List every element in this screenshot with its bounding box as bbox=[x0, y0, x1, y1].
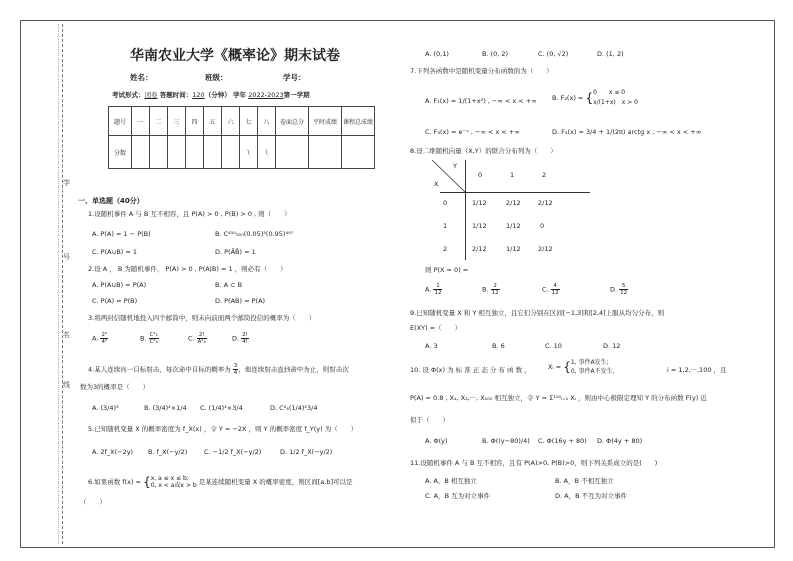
exam-title: 华南农业大学《概率论》期末试卷 bbox=[130, 48, 340, 64]
q6-case2: 0, x < a或x > b bbox=[150, 482, 197, 489]
score-header-cell: 五 bbox=[204, 107, 222, 136]
q5-option-d: D. 1/2 f_X(−y/2) bbox=[280, 448, 333, 456]
q5-option-b: B. f_X(−y/2) bbox=[148, 448, 188, 456]
score-header-cell: 一 bbox=[132, 107, 150, 136]
q11-stem: 11.设随机事件 A 与 B 互不相容，且有 P(A)>0, P(B)>0，则下列关系成立的是( ) bbox=[410, 459, 658, 467]
q3-stem: 3.将两封信随机地投入四个邮筒中，则未向前面两个邮筒投信的概率为（ ） bbox=[88, 314, 316, 322]
q2-stem: 2.设 A ， B 为随机事件， P(A) > 0 , P(A|B) = 1 ，则必有（ ） bbox=[88, 265, 287, 273]
binding-line-dotted bbox=[58, 24, 59, 544]
q10-xi-def: Xᵢ = { 1, 事件A发生; 0, 事件A不发生, bbox=[548, 359, 615, 375]
q8-table-vline bbox=[465, 160, 466, 260]
q8-cell: 1/12 bbox=[472, 222, 487, 230]
q8-x-value: 0 bbox=[443, 199, 448, 207]
q8-stem: 8.设二维随机向量（X,Y）的联合分布列为（ ） bbox=[410, 147, 557, 155]
q2-option-d: D. P(AB) = P(A) bbox=[215, 297, 266, 305]
q5-option-c: C. −1/2 f_X(−y/2) bbox=[204, 448, 262, 456]
score-cell[interactable] bbox=[132, 136, 150, 169]
q6-option-b: B. (0, 2) bbox=[482, 50, 509, 58]
q2-option-c: C. P(A) = P(B) bbox=[92, 297, 138, 305]
q1-stem: 1.设随机事件 A 与 B 互不相容，且 P(A) > 0 , P(B) > 0 , 则（ ） bbox=[88, 210, 291, 218]
q8-cell: 2/12 bbox=[538, 245, 553, 253]
q6-option-a: A. (0,1) bbox=[425, 50, 449, 58]
score-cell[interactable] bbox=[186, 136, 204, 169]
time-label: 答题时间： bbox=[159, 91, 193, 99]
score-header-cell: 二 bbox=[150, 107, 168, 136]
year-label: 学年 bbox=[232, 91, 246, 99]
q11-option-a: A. A，B 相互独立 bbox=[425, 477, 477, 485]
q8-cell: 1/12 bbox=[506, 245, 521, 253]
score-cell[interactable] bbox=[342, 136, 375, 169]
q5-option-a: A. 2f_X(−2y) bbox=[92, 448, 134, 456]
q8-y-value: 0 bbox=[478, 171, 483, 179]
q8-cell: 1/12 bbox=[506, 222, 521, 230]
q4-option-a: A. (3/4)³ bbox=[92, 404, 119, 412]
q7-b-case2: x/(1+x) x > 0 bbox=[593, 99, 638, 106]
q6-option-c: C. (0, √2) bbox=[538, 50, 569, 58]
year-value: 2022-2023 bbox=[248, 91, 284, 99]
q8-cell: 1/12 bbox=[472, 199, 487, 207]
q9-stem: 9.已知随机变量 X 和 Y 相互独立，且它们分别在区间[−1,3]和[2,4]上服从均匀分布，则 bbox=[410, 309, 665, 317]
q10-range: i = 1,2,···,100 ，且 bbox=[667, 366, 727, 374]
score-header-cell: 题号 bbox=[109, 107, 132, 136]
q6-stem-cont: （ ） bbox=[80, 498, 106, 506]
score-cell[interactable] bbox=[150, 136, 168, 169]
q8-x-label: X bbox=[434, 180, 439, 188]
q8-option-a: A. $\frac{1}{12}$ bbox=[425, 283, 442, 296]
q10-case2: 0, 事件A不发生, bbox=[570, 368, 615, 375]
q3-option-a: A. $\frac{\text{2²}}{\text{4²}}$ bbox=[92, 332, 108, 345]
q10-stem-cont: P(A) = 0.8 , X₁, X₂,···, X₁₀₀ 相互独立，令 Y = Σ¹⁰⁰ᵢ₌₁ Xᵢ ，则由中心极限定理知 Y 的分布函数 F(y) 近 bbox=[410, 394, 707, 402]
score-header-cell: 六 bbox=[222, 107, 240, 136]
score-table-header-row bbox=[109, 107, 375, 136]
score-header-cell: 卷面总分 bbox=[276, 107, 309, 136]
score-cell[interactable] bbox=[309, 136, 342, 169]
score-table bbox=[108, 106, 375, 169]
q10-option-b: B. Φ((y−80)/4) bbox=[482, 437, 530, 445]
score-cell-slash: \ bbox=[240, 136, 258, 169]
q9-option-c: C. 10 bbox=[545, 342, 562, 350]
binding-label: 名 bbox=[63, 331, 70, 339]
score-header-cell: 平时成绩 bbox=[309, 107, 342, 136]
q8-option-c: C. $\frac{4}{12}$ bbox=[542, 283, 559, 296]
time-unit: （分钟） bbox=[204, 91, 231, 99]
q8-cell: 2/12 bbox=[472, 245, 487, 253]
score-cell[interactable] bbox=[222, 136, 240, 169]
q6-case1: x, a ≤ x ≤ b; bbox=[150, 475, 189, 482]
q1-option-d: D. P(ĀB̄) = 1 bbox=[215, 248, 256, 256]
q2-option-b: B. A ⊂ B bbox=[215, 281, 243, 289]
score-cell[interactable] bbox=[168, 136, 186, 169]
q7-b-case1: 0 x ≤ 0 bbox=[593, 89, 626, 96]
q7-stem: 7.下列各函数中是随机变量分布函数的为（ ） bbox=[410, 67, 553, 75]
score-table-score-row bbox=[109, 136, 375, 169]
name-label: 姓名： bbox=[130, 73, 153, 82]
q5-stem: 5.已知随机变量 X 的概率密度为 f_X(x) ，令 Y = −2X ，则 Y 的概率密度 f_Y(y) 为（ ） bbox=[88, 425, 358, 433]
q7-option-a: A. F₁(x) = 1/(1+x²) , −∞ < x < +∞ bbox=[425, 97, 537, 105]
q8-cell: 0 bbox=[540, 222, 545, 230]
q4-option-b: B. (3/4)²×1/4 bbox=[144, 404, 187, 412]
term: 第一学期 bbox=[283, 91, 310, 99]
section-heading-single-choice: 一、单选题（40分） bbox=[78, 197, 144, 205]
q8-x-value: 2 bbox=[443, 245, 448, 253]
exam-info-line bbox=[112, 90, 310, 99]
q8-option-b: B. $\frac{2}{12}$ bbox=[482, 283, 499, 296]
q1-option-b: B. C⁴⁵⁰₅₀₀(0.05)³(0.95)⁴⁹⁷ bbox=[215, 230, 294, 238]
q4-option-d: D. C²₄(1/4)²3/4 bbox=[270, 404, 318, 412]
q3-option-d: D. $\frac{2!}{4!}$ bbox=[232, 332, 248, 345]
q10-stem-cont2: 似于（ ） bbox=[410, 416, 449, 424]
q9-option-b: B. 6 bbox=[492, 342, 505, 350]
binding-label: 号 bbox=[63, 253, 70, 261]
score-cell[interactable] bbox=[204, 136, 222, 169]
q10-option-c: C. Φ(16y + 80) bbox=[538, 437, 587, 445]
id-label: 学号： bbox=[283, 73, 306, 82]
q8-option-d: D. $\frac{5}{12}$ bbox=[610, 283, 628, 296]
time-value: 120 bbox=[192, 91, 205, 99]
q9-option-a: A. 3 bbox=[425, 342, 438, 350]
q11-option-d: D. A，B 不互为对立事件 bbox=[555, 492, 628, 500]
q11-option-c: C. A，B 互为对立事件 bbox=[425, 492, 491, 500]
q8-x-value: 1 bbox=[443, 222, 448, 230]
binding-label: 线 bbox=[63, 381, 70, 389]
score-cell-slash: \ bbox=[258, 136, 276, 169]
q8-y-value: 2 bbox=[542, 171, 547, 179]
exam-form-value: 闭卷 bbox=[144, 91, 158, 99]
q9-stem-cont: E(XY) =（ ） bbox=[410, 324, 462, 332]
score-row-label: 分数 bbox=[109, 136, 132, 169]
q9-option-d: D. 12 bbox=[603, 342, 621, 350]
q1-option-a: A. P(A) = 1 − P(B) bbox=[92, 230, 151, 238]
q10-stem: 10. 设 Φ(x) 为 标 准 正 态 分 布 函 数 ， bbox=[410, 366, 531, 374]
q8-ask: 则 P(X = 0) = bbox=[425, 266, 469, 274]
score-header-cell: 七 bbox=[240, 107, 258, 136]
score-header-cell: 四 bbox=[186, 107, 204, 136]
q4-stem-cont: 数为3的概率是（ ） bbox=[80, 383, 150, 391]
q11-option-b: B. A，B 不相互独立 bbox=[555, 477, 614, 485]
q8-table-hline bbox=[440, 192, 590, 193]
q8-cell: 2/12 bbox=[506, 199, 521, 207]
binding-label: 学 bbox=[63, 179, 70, 187]
q8-y-value: 1 bbox=[510, 171, 515, 179]
score-header-cell: 三 bbox=[168, 107, 186, 136]
q3-option-c: C. $\frac{2!}{\text{A²₄}}$ bbox=[188, 332, 206, 345]
q2-option-a: A. P(A∪B) = P(A) bbox=[92, 281, 147, 289]
score-header-cell: 八 bbox=[258, 107, 276, 136]
q4-stem: 4.某人连续向一目标射击，每次命中目标的概率为 $\frac{3}{4}$ ，他连续射击直到命中为止，则射击次 bbox=[88, 363, 349, 376]
q6-stem: 6.如果函数 f(x) = { x, a ≤ x ≤ b; 0, x < a或x > b 是某连续随机变量 X 的概率密度，则区间[a,b]可以是 bbox=[88, 475, 353, 489]
q4-option-c: C. (1/4)²×3/4 bbox=[200, 404, 243, 412]
q7-option-b: B. F₂(x) = { 0 x ≤ 0 x/(1+x) x > 0 bbox=[552, 89, 638, 106]
q1-option-c: C. P(A∪B) = 1 bbox=[92, 248, 138, 256]
q7-option-c: C. F₃(x) = e⁻ˣ , −∞ < x < +∞ bbox=[425, 128, 520, 136]
q7-option-d: D. F₄(x) = 3/4 + 1/(2π) arctg x , −∞ < x < +∞ bbox=[552, 128, 702, 136]
binding-line bbox=[62, 24, 63, 544]
score-header-cell: 课程总成绩 bbox=[342, 107, 375, 136]
q6-option-d: D. (1, 2) bbox=[597, 50, 624, 58]
q10-option-d: D. Φ(4y + 80) bbox=[597, 437, 643, 445]
class-label: 班级： bbox=[205, 73, 228, 82]
q8-cell: 2/12 bbox=[538, 199, 553, 207]
q10-case1: 1, 事件A发生; bbox=[570, 359, 609, 366]
score-cell[interactable] bbox=[276, 136, 309, 169]
exam-form-label: 考试形式： bbox=[112, 91, 145, 99]
q10-option-a: A. Φ(y) bbox=[425, 437, 448, 445]
q3-option-b: B. $\frac{\text{C¹₂}}{\text{C²₄}}$ bbox=[140, 332, 158, 345]
q8-y-label: Y bbox=[453, 162, 457, 170]
